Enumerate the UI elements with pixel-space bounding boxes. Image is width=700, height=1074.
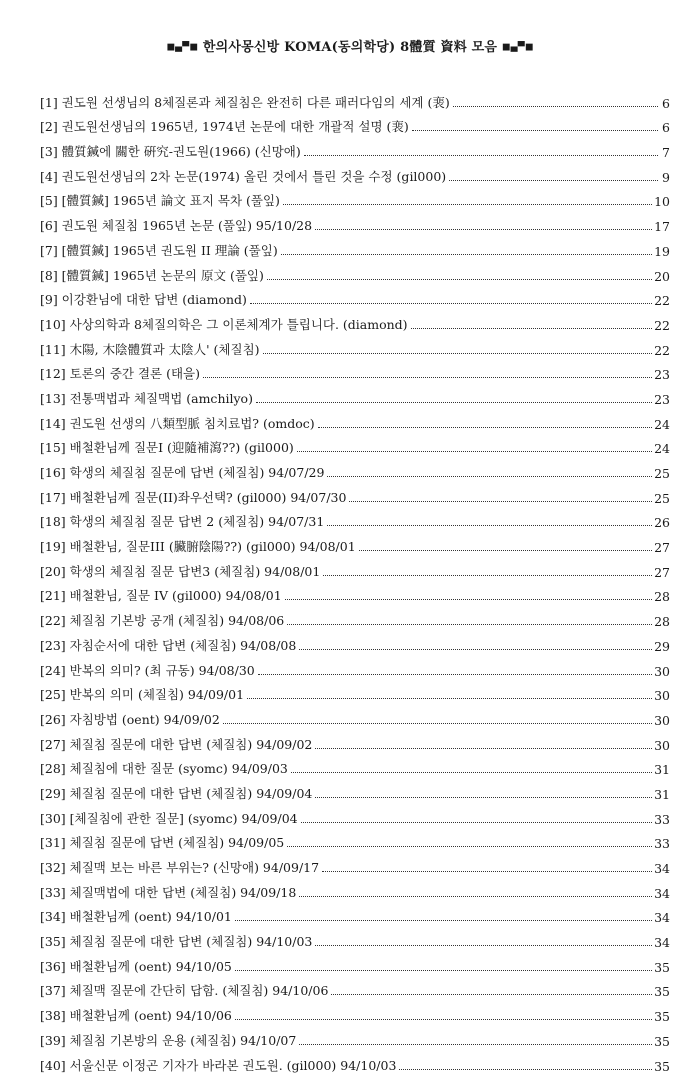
toc-entry-title: [5] [體質鍼] 1965년 論文 표지 목차 (풀잎) <box>40 193 280 209</box>
toc-entry-page-number: 27 <box>654 564 670 580</box>
toc-entry-page-number: 23 <box>654 391 670 407</box>
toc-entry-page-number: 28 <box>654 614 670 630</box>
toc-entry-page-number: 35 <box>654 984 670 1000</box>
dot-leader <box>323 575 652 576</box>
toc-entry-page-number: 29 <box>654 638 670 654</box>
toc-entry-page-number: 7 <box>662 145 670 161</box>
toc-entry-title: [3] 體質鍼에 關한 硏究-권도원(1966) (신망애) <box>40 144 301 160</box>
toc-entry-page-number: 30 <box>654 663 670 679</box>
toc-entry-title: [11] 木陽, 木陰體質과 太陰人' (체질침) <box>40 341 260 357</box>
dot-leader <box>283 204 652 205</box>
toc-entry-page-number: 25 <box>654 490 670 506</box>
toc-entry-page-number: 34 <box>654 885 670 901</box>
toc-entry <box>40 1049 670 1074</box>
toc-entry-title: [12] 토론의 중간 결론 (태을) <box>40 366 200 382</box>
dot-leader <box>327 476 652 477</box>
toc-entry-title: [39] 체질침 기본방의 운용 (체질침) 94/10/07 <box>40 1032 297 1048</box>
toc-entry-page-number: 34 <box>654 861 670 876</box>
dot-leader <box>315 797 652 798</box>
toc-entry <box>40 185 670 210</box>
toc-entry <box>40 876 670 901</box>
dot-leader <box>203 377 652 378</box>
toc-entry <box>40 407 670 432</box>
toc-entry-page-number: 30 <box>654 737 670 753</box>
toc-entry <box>40 358 670 383</box>
dot-leader <box>327 525 652 526</box>
toc-entry <box>40 1024 670 1049</box>
toc-entry-title: [23] 자침순서에 대한 답변 (체질침) 94/08/08 <box>40 637 297 653</box>
dot-leader <box>267 279 652 280</box>
toc-entry-title: [16] 학생의 체질침 질문에 답변 (체질침) 94/07/29 <box>40 465 325 480</box>
toc-entry <box>40 777 670 802</box>
dot-leader <box>299 649 652 650</box>
toc-entry-title: [22] 체질침 기본방 공개 (체질침) 94/08/06 <box>40 613 285 629</box>
dot-leader <box>235 920 652 921</box>
toc-entry-title: [10] 사상의학과 8체질의학은 그 이론체계가 틀립니다. (diamond) <box>40 316 408 332</box>
dot-leader <box>315 748 652 749</box>
dot-leader <box>299 896 652 897</box>
dot-leader <box>453 106 658 107</box>
dot-leader <box>412 130 658 131</box>
toc-entry <box>40 802 670 827</box>
toc-entry <box>40 629 670 654</box>
toc-entry-title: [20] 학생의 체질침 질문 답변3 (체질침) 94/08/01 <box>40 563 321 579</box>
toc-entry <box>40 135 670 160</box>
document-header <box>0 36 700 55</box>
toc-entry-page-number: 24 <box>654 416 670 432</box>
toc-entry-title: [14] 권도원 선생의 八類型脈 침치료법? (omdoc) <box>40 415 315 431</box>
toc-entry-title: [31] 체질침 질문에 답변 (체질침) 94/09/05 <box>40 835 285 851</box>
toc-entry-title: [4] 권도원선생님의 2차 논문(1974) 올린 것에서 틀린 것을 수정 (gil000) <box>40 168 447 184</box>
header-ornament-left: ■▄▀■ <box>166 42 199 53</box>
document-title: 한의사몽신방 KOMA(동의학당) 8體質 資料 모음 <box>202 40 498 55</box>
toc-entry-title: [36] 배철환님께 (oent) 94/10/05 <box>40 958 232 974</box>
toc-entry-page-number: 6 <box>662 95 670 111</box>
toc-entry-title: [33] 체질맥법에 대한 답변 (체질침) 94/09/18 <box>40 884 297 900</box>
toc-entry-page-number: 34 <box>654 910 670 926</box>
toc-entry-title: [34] 배철환님께 (oent) 94/10/01 <box>40 909 232 925</box>
toc-entry-page-number: 17 <box>654 219 670 235</box>
toc-entry-page-number: 9 <box>662 169 670 185</box>
toc-entry-title: [37] 체질맥 질문에 간단히 답함. (체질침) 94/10/06 <box>40 983 329 999</box>
toc-entry-title: [29] 체질침 질문에 대한 답변 (체질침) 94/09/04 <box>40 785 313 801</box>
toc-entry-page-number: 35 <box>654 1033 670 1049</box>
dot-leader <box>449 180 658 181</box>
toc-entry <box>40 604 670 629</box>
toc-entry <box>40 481 670 506</box>
toc-entry-title: [8] [體質鍼] 1965년 논문의 原文 (풀잎) <box>40 267 264 283</box>
toc-entry-page-number: 25 <box>654 466 670 481</box>
toc-entry-title: [15] 배철환님께 질문I (迎隨補瀉??) (gil000) <box>40 440 294 456</box>
toc-entry <box>40 580 670 605</box>
dot-leader <box>297 451 652 452</box>
dot-leader <box>331 994 652 995</box>
dot-leader <box>399 1069 652 1070</box>
toc-entry <box>40 901 670 926</box>
toc-entry-page-number: 19 <box>654 243 670 259</box>
toc-entry-page-number: 22 <box>654 342 670 358</box>
dot-leader <box>359 550 652 551</box>
toc-entry <box>40 259 670 284</box>
toc-entry <box>40 851 670 876</box>
toc-entry-title: [24] 반복의 의미? (최 규동) 94/08/30 <box>40 662 255 678</box>
toc-entry-title: [25] 반복의 의미 (체질침) 94/09/01 <box>40 687 245 703</box>
toc-entry-title: [28] 체질침에 대한 질문 (syomc) 94/09/03 <box>40 761 288 777</box>
toc-entry-title: [6] 권도원 체질침 1965년 논문 (풀잎) 95/10/28 <box>40 218 313 234</box>
toc-entry <box>40 333 670 358</box>
toc-entry-title: [27] 체질침 질문에 대한 답변 (체질침) 94/09/02 <box>40 736 313 752</box>
toc-entry-title: [40] 서울신문 이정곤 기자가 바라본 권도원. (gil000) 94/10/03 <box>40 1057 397 1073</box>
toc-entry-title: [19] 배철환님, 질문III (臟腑陰陽??) (gil000) 94/08/01 <box>40 539 356 555</box>
toc-entry <box>40 753 670 778</box>
toc-entry-title: [26] 자침방법 (oent) 94/09/02 <box>40 711 220 727</box>
toc-entry <box>40 506 670 531</box>
toc-entry-page-number: 10 <box>654 194 670 210</box>
toc-entry <box>40 209 670 234</box>
toc-entry <box>40 925 670 950</box>
dot-leader <box>285 599 652 600</box>
dot-leader <box>291 772 652 773</box>
toc-entry-title: [17] 배철환님께 질문(II)좌우선택? (gil000) 94/07/30 <box>40 489 347 505</box>
toc-entry-title: [18] 학생의 체질침 질문 답변 2 (체질침) 94/07/31 <box>40 514 325 530</box>
toc-entry <box>40 160 670 185</box>
toc-entry-page-number: 23 <box>654 367 670 383</box>
dot-leader <box>315 229 652 230</box>
toc-entry-title: [38] 배철환님께 (oent) 94/10/06 <box>40 1008 232 1024</box>
dot-leader <box>304 155 658 156</box>
toc-entry <box>40 827 670 852</box>
dot-leader <box>263 353 653 354</box>
toc-entry-page-number: 33 <box>654 836 670 852</box>
dot-leader <box>235 970 652 971</box>
toc-entry <box>40 382 670 407</box>
toc-entry <box>40 284 670 309</box>
toc-entry-page-number: 33 <box>654 811 670 827</box>
toc-entry-page-number: 35 <box>654 1058 670 1074</box>
dot-leader <box>256 402 652 403</box>
dot-leader <box>281 254 652 255</box>
toc-entry-page-number: 6 <box>662 120 670 136</box>
toc-entry-page-number: 30 <box>654 712 670 728</box>
dot-leader <box>258 674 652 675</box>
dot-leader <box>235 1019 652 1020</box>
toc-entry-page-number: 30 <box>654 688 670 704</box>
toc-entry-page-number: 22 <box>654 293 670 309</box>
toc-entry-page-number: 27 <box>654 540 670 556</box>
toc-entry-title: [32] 체질맥 보는 바른 부위는? (신망애) 94/09/17 <box>40 860 320 875</box>
dot-leader <box>250 303 652 304</box>
dot-leader <box>287 846 652 847</box>
toc-entry-title: [21] 배철환님, 질문 IV (gil000) 94/08/01 <box>40 588 282 604</box>
toc-entry-page-number: 24 <box>654 441 670 457</box>
toc-entry <box>40 432 670 457</box>
toc-entry-title: [2] 권도원선생님의 1965년, 1974년 논문에 대한 개괄적 설명 (裵) <box>40 119 409 135</box>
dot-leader <box>349 501 652 502</box>
dot-leader <box>318 427 652 428</box>
toc-entry <box>40 111 670 136</box>
toc-entry <box>40 456 670 481</box>
dot-leader <box>322 871 652 872</box>
dot-leader <box>247 698 652 699</box>
toc-entry <box>40 728 670 753</box>
header-ornament-right: ■▄▀■ <box>501 42 534 53</box>
dot-leader <box>287 624 652 625</box>
dot-leader <box>223 723 652 724</box>
toc-entry <box>40 555 670 580</box>
toc-entry <box>40 234 670 259</box>
toc-entry-page-number: 22 <box>654 317 670 333</box>
toc-entry <box>40 308 670 333</box>
toc-entry-title: [7] [體質鍼] 1965년 권도원 II 理論 (풀잎) <box>40 242 278 258</box>
toc-entry <box>40 950 670 975</box>
toc-entry-title: [1] 권도원 선생님의 8체질론과 체질침은 완전히 다른 패러다임의 세계 (裵) <box>40 94 450 110</box>
toc-entry <box>40 703 670 728</box>
toc-entry-page-number: 26 <box>654 515 670 531</box>
toc-entry <box>40 679 670 704</box>
toc-entry <box>40 975 670 1000</box>
dot-leader <box>301 822 652 823</box>
toc-entry-page-number: 20 <box>654 268 670 284</box>
dot-leader <box>315 945 652 946</box>
toc-entry-title: [13] 전통맥법과 체질맥법 (amchilyo) <box>40 390 253 406</box>
toc-entry-page-number: 31 <box>654 786 670 802</box>
toc-entry-page-number: 28 <box>654 589 670 605</box>
dot-leader <box>411 328 653 329</box>
toc-entry-title: [9] 이강환님에 대한 답변 (diamond) <box>40 292 247 308</box>
dot-leader <box>299 1044 652 1045</box>
toc-entry-page-number: 35 <box>654 1009 670 1025</box>
toc-entry <box>40 999 670 1024</box>
toc-entry-page-number: 31 <box>654 762 670 778</box>
toc-entry-page-number: 35 <box>654 959 670 975</box>
table-of-contents <box>40 86 670 1074</box>
toc-entry <box>40 86 670 111</box>
toc-entry-page-number: 34 <box>654 935 670 951</box>
toc-entry <box>40 530 670 555</box>
toc-entry-title: [35] 체질침 질문에 대한 답변 (체질침) 94/10/03 <box>40 934 313 950</box>
toc-entry-title: [30] [체질침에 관한 질문] (syomc) 94/09/04 <box>40 810 298 826</box>
toc-entry <box>40 654 670 679</box>
